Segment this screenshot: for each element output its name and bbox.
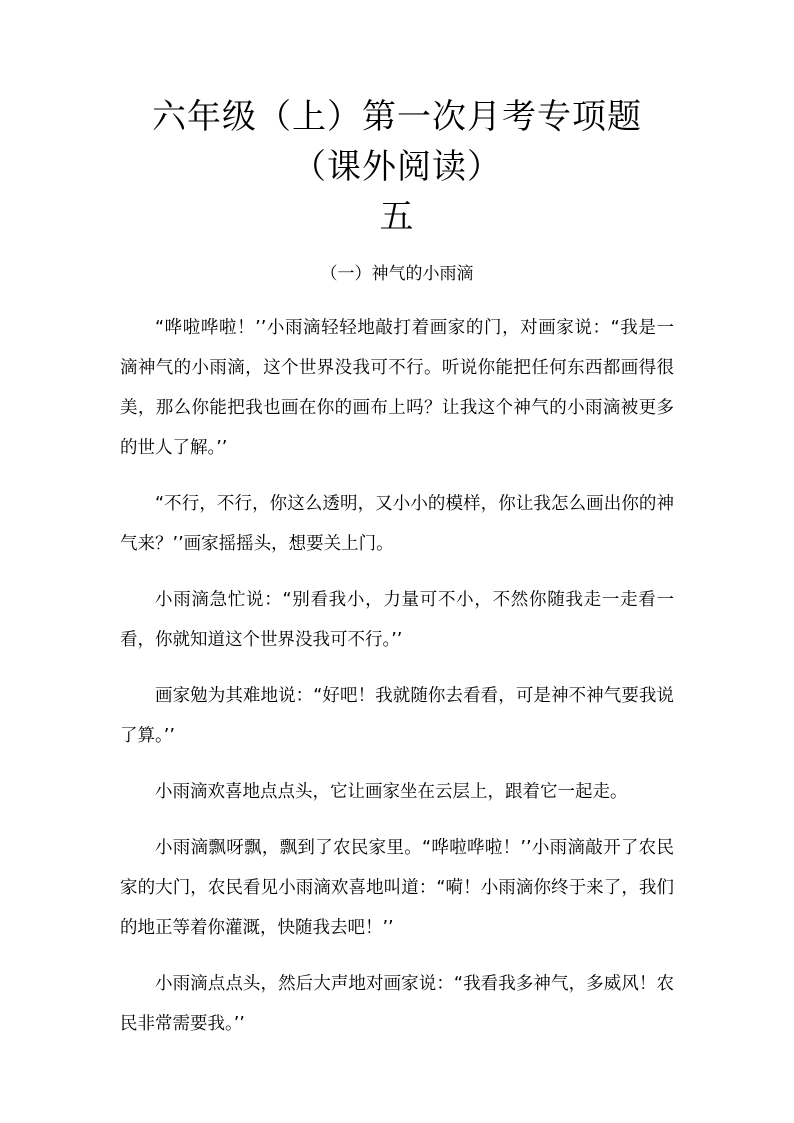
paragraph-3: 小雨滴急忙说：“别看我小，力量可不小，不然你随我走一走看一看，你就知道这个世界没我可不行。’’ [120,590,674,650]
paragraph-4: 画家勉为其难地说：“好吧！我就随你去看看，可是神不神气要我说了算。’’ [120,686,674,746]
paragraph-7: 小雨滴点点头，然后大声地对画家说：“我看我多神气，多威风！农民非常需要我。’’ [120,974,674,1034]
paragraph-2: “不行，不行，你这么透明，又小小的模样，你让我怎么画出你的神气来？’’画家摇摇头，想要关上门。 [120,494,674,554]
section-title: （一）神气的小雨滴 [320,264,474,284]
document-title-line1: 六年级（上）第一次月考专项题（课外阅读） [152,97,642,187]
paragraph-6: 小雨滴飘呀飘，飘到了农民家里。“哗啦哗啦！’’小雨滴敲开了农民家的大门，农民看见小雨滴欢喜地叫道：“嗬！小雨滴你终于来了，我们的地正等着你灌溉，快随我去吧！’’ [120,838,674,938]
paragraph-5: 小雨滴欢喜地点点头，它让画家坐在云层上，跟着它一起走。 [155,782,628,802]
paragraph-1: “哗啦哗啦！’’小雨滴轻轻地敲打着画家的门，对画家说：“我是一滴神气的小雨滴，这个世界没我可不行。听说你能把任何东西都画得很美，那么你能把我也画在你的画布上吗？让我这个神气的小雨滴被更多的世人了解。’’ [120,318,674,458]
document-title [120,92,674,242]
document-title-line2: 五 [379,197,415,237]
